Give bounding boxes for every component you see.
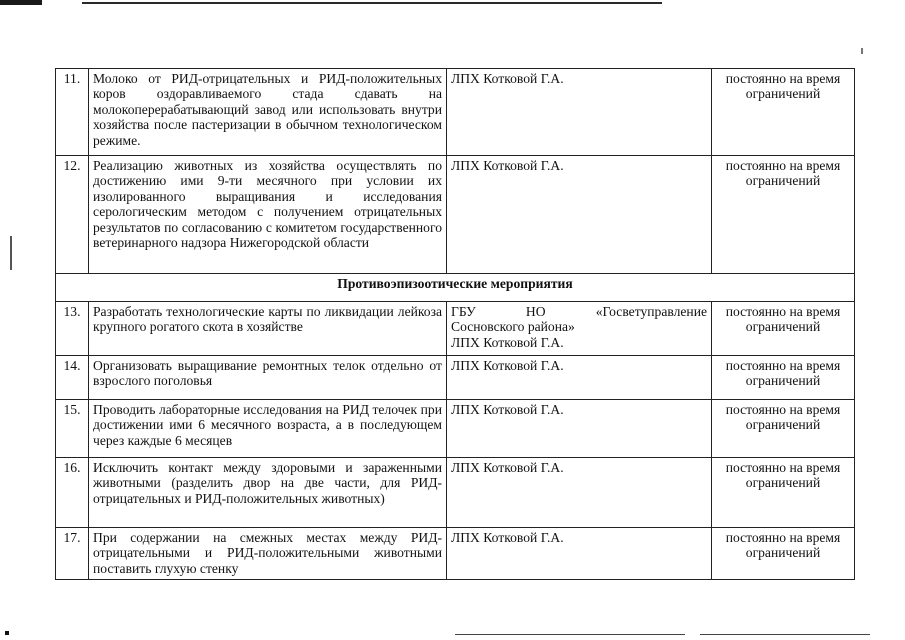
scan-artifact-bottom-line-2	[700, 634, 870, 635]
responsible-cell	[447, 302, 712, 356]
measure-text: При содержании на смежных местах между РИД-отрицательными и РИД-положительными животными поставить глухую стенку	[89, 528, 447, 580]
responsible-line: ЛПХ Котковой Г.А.	[451, 158, 564, 173]
row-number: 17.	[56, 528, 89, 580]
measure-text: Реализацию животных из хозяйства осуществлять по достижению ими 9-ти месячного при условии их изолированного выращивания и исследования серологическим методом с получением отрицательных результатов по согласованию с комитетом государственного ветеринарного надзора Нижегородской области	[89, 156, 447, 274]
term-text: постоянно на время ограничений	[712, 528, 855, 580]
term-text: постоянно на время ограничений	[712, 156, 855, 274]
section-header-row	[56, 274, 855, 302]
responsible-cell	[447, 400, 712, 458]
section-title: Противоэпизоотические мероприятия	[56, 274, 855, 302]
responsible-line: ЛПХ Котковой Г.А.	[451, 358, 564, 373]
table-row	[56, 400, 855, 458]
table-row	[56, 69, 855, 156]
term-text: постоянно на время ограничений	[712, 356, 855, 400]
scan-artifact-top-bar	[0, 0, 42, 5]
measure-text: Организовать выращивание ремонтных телок отдельно от взрослого поголовья	[89, 356, 447, 400]
table-row	[56, 302, 855, 356]
responsible-line: ЛПХ Котковой Г.А.	[451, 402, 564, 417]
table-row	[56, 458, 855, 528]
scan-artifact-right-dot	[861, 48, 863, 54]
scan-artifact-bottom-dot	[5, 631, 9, 635]
responsible-line: ГБУ НО «Госветуправление	[451, 304, 707, 319]
table-row	[56, 356, 855, 400]
responsible-cell	[447, 458, 712, 528]
measure-text: Проводить лабораторные исследования на РИД телочек при достижении ими 6 месячного возраста, а в последующем через каждые 6 месяцев	[89, 400, 447, 458]
row-number: 15.	[56, 400, 89, 458]
responsible-line: ЛПХ Котковой Г.А.	[451, 334, 564, 350]
responsible-cell	[447, 156, 712, 274]
scan-artifact-left-mark	[10, 236, 12, 270]
responsible-line: ЛПХ Котковой Г.А.	[451, 71, 564, 86]
measure-text: Разработать технологические карты по ликвидации лейкоза крупного рогатого скота в хозяйстве	[89, 302, 447, 356]
term-text: постоянно на время ограничений	[712, 69, 855, 156]
responsible-cell	[447, 69, 712, 156]
table-row	[56, 528, 855, 580]
term-text: постоянно на время ограничений	[712, 400, 855, 458]
row-number: 12.	[56, 156, 89, 274]
scan-artifact-top-line	[82, 2, 662, 4]
responsible-line: ЛПХ Котковой Г.А.	[451, 530, 564, 545]
term-text: постоянно на время ограничений	[712, 458, 855, 528]
row-number: 13.	[56, 302, 89, 356]
table-row	[56, 156, 855, 274]
responsible-cell	[447, 528, 712, 580]
row-number: 14.	[56, 356, 89, 400]
responsible-cell	[447, 356, 712, 400]
measure-text: Молоко от РИД-отрицательных и РИД-положительных коров оздоравливаемого стада сдавать на молокоперерабатывающий завод или использовать внутри хозяйства после пастеризации в обычном технологическом режиме.	[89, 69, 447, 156]
row-number: 16.	[56, 458, 89, 528]
term-text: постоянно на время ограничений	[712, 302, 855, 356]
responsible-line: ЛПХ Котковой Г.А.	[451, 460, 564, 475]
responsible-line: Сосновского района»	[451, 319, 575, 335]
row-number: 11.	[56, 69, 89, 156]
measure-text: Исключить контакт между здоровыми и зараженными животными (разделить двор на две части, для РИД-отрицательных и РИД-положительных животных)	[89, 458, 447, 528]
measures-table	[55, 68, 855, 580]
scan-artifact-bottom-line	[455, 634, 685, 635]
